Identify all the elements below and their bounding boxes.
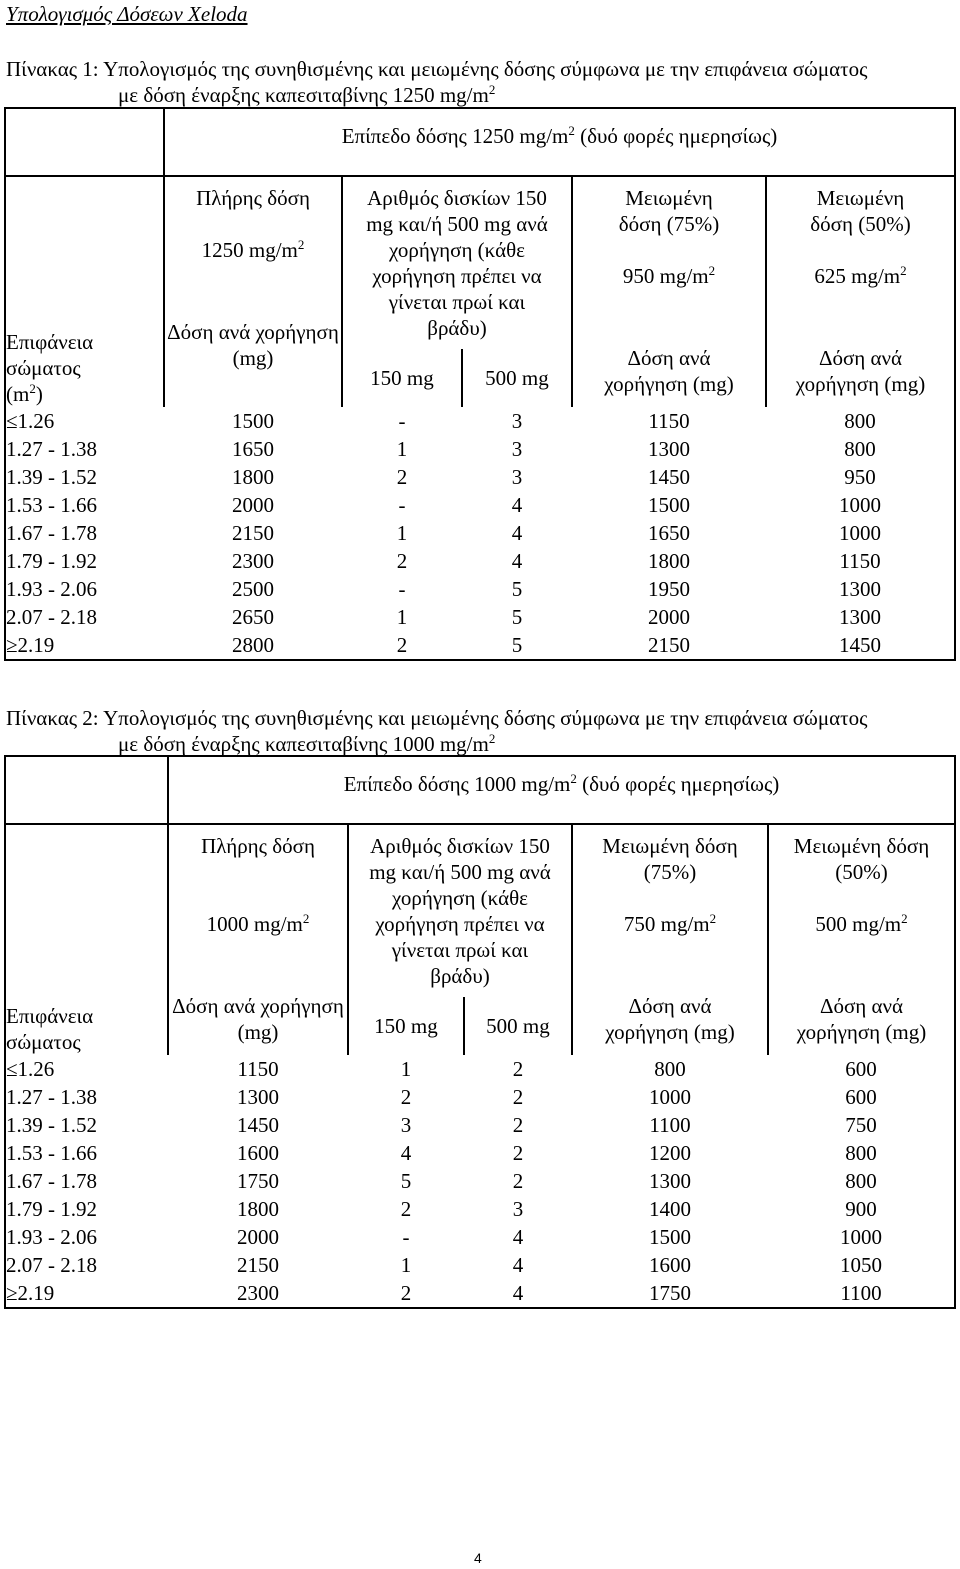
dose-cell: 1000 [649, 1085, 691, 1109]
dose-cell: 1800 [237, 1197, 279, 1221]
dose-cell: 1300 [839, 605, 881, 629]
dose-cell: 4 [511, 549, 523, 573]
dose-cell: 1450 [237, 1113, 279, 1137]
dose-cell: 2000 [648, 605, 690, 629]
dose-cell: 1100 [840, 1281, 882, 1305]
dose-cell: 2300 [232, 549, 274, 573]
dose-cell: 3 [511, 437, 523, 461]
dose-cell: 5 [511, 633, 523, 657]
dose-cell: 2 [512, 1169, 524, 1193]
dose-cell: 1800 [232, 465, 274, 489]
dose-cell: 1450 [648, 465, 690, 489]
dose-cell: 1000 [840, 1225, 882, 1249]
dose-table-2 [4, 755, 956, 1309]
table-row [6, 1111, 954, 1139]
page-number: 4 [474, 1550, 482, 1566]
dose-cell: 2150 [232, 521, 274, 545]
dose-cell: 4 [511, 493, 523, 517]
table-row [6, 1251, 954, 1279]
dose-cell: 2 [396, 549, 408, 573]
table-2-caption-line1: Πίνακας 2: Υπολογισμός της συνηθισμένης και μειωμένης δόσης σύμφωνα με την επιφάνεια σώματος [6, 706, 868, 730]
dose-table-1 [4, 107, 956, 661]
dose-cell: 1500 [232, 409, 274, 433]
dose-cell: - [398, 493, 406, 517]
dose-cell: 4 [512, 1281, 524, 1305]
dose-cell: 4 [512, 1225, 524, 1249]
bsa-range-cell: 1.53 - 1.66 [6, 1141, 97, 1165]
table-2-caption-line2: με δόση έναρξης καπεσιταβίνης 1000 $mg/m^2$ [118, 731, 496, 756]
table-row [6, 491, 954, 519]
dose-cell: 2150 [648, 633, 690, 657]
dose-cell: 1300 [237, 1085, 279, 1109]
bsa-range-cell: 1.27 - 1.38 [6, 1085, 97, 1109]
table-row [6, 575, 954, 603]
table-row [6, 1083, 954, 1111]
dose-cell: 800 [845, 1169, 877, 1193]
table-row [6, 603, 954, 631]
dose-cell: 2500 [232, 577, 274, 601]
dose-cell: 1500 [649, 1225, 691, 1249]
dose-cell: - [402, 1225, 410, 1249]
dose-cell: 2 [396, 465, 408, 489]
tab-500-header: 500 mg [463, 997, 571, 1055]
dose-cell: 3 [512, 1197, 524, 1221]
dose-cell: 1050 [840, 1253, 882, 1277]
reduced-75-header: Μειωμένη δόση (75%) 750 $mg/m^2$ Δόση ανά χορήγηση (mg) [572, 824, 768, 1055]
bsa-range-cell: 1.39 - 1.52 [6, 465, 97, 489]
dose-level-header: Επίπεδο δόσης 1250 $mg/m^2$ (δυό φορές ημερησίως) [164, 109, 954, 176]
tab-150-header: 150 mg [370, 366, 434, 390]
dose-cell: 1150 [648, 409, 690, 433]
dose-cell: 1950 [648, 577, 690, 601]
tab-150-header: 150 mg [374, 1014, 438, 1038]
tablets-header: Αριθμός δισκίων 150 mg και/ή 500 mg ανά χορήγηση (κάθε χορήγηση πρέπει να γίνεται πρωί και βράδυ) 150 mg 500 mg [342, 176, 572, 407]
full-dose-header: Πλήρης δόση 1000 $mg/m^2$ Δόση ανά χορήγηση (mg) [168, 824, 348, 1055]
dose-cell: 2 [400, 1197, 412, 1221]
table-row [6, 1195, 954, 1223]
table-2-caption [6, 705, 867, 757]
dose-cell: 1600 [237, 1141, 279, 1165]
bsa-range-cell: 1.93 - 2.06 [6, 577, 97, 601]
dose-cell: - [398, 409, 406, 433]
dose-cell: 600 [845, 1085, 877, 1109]
dose-cell: 1100 [649, 1113, 691, 1137]
dose-cell: 2 [512, 1085, 524, 1109]
dose-cell: 1 [396, 521, 408, 545]
bsa-range-cell: 2.07 - 2.18 [6, 1253, 97, 1277]
bsa-range-cell: 1.79 - 1.92 [6, 549, 97, 573]
dose-cell: 800 [844, 409, 876, 433]
reduced-50-header: Μειωμένη δόση (50%) 500 $mg/m^2$ Δόση ανά χορήγηση (mg) [768, 824, 954, 1055]
dose-cell: 1 [400, 1253, 412, 1277]
dose-cell: 2 [400, 1085, 412, 1109]
table-row [6, 407, 954, 435]
dose-level-header: Επίπεδο δόσης 1000 $mg/m^2$ (δυό φορές ημερησίως) [168, 757, 954, 824]
dose-cell: 1750 [237, 1169, 279, 1193]
table-row [6, 519, 954, 547]
dose-cell: 600 [845, 1057, 877, 1081]
bsa-range-cell: ≤1.26 [6, 1057, 55, 1081]
table-row [6, 1167, 954, 1195]
dose-cell: 5 [511, 577, 523, 601]
bsa-range-cell: 1.53 - 1.66 [6, 493, 97, 517]
dose-cell: 950 [844, 465, 876, 489]
table-1-caption-line2: με δόση έναρξης καπεσιταβίνης 1250 $mg/m^2$ [118, 82, 496, 107]
dose-cell: 750 [845, 1113, 877, 1137]
dose-cell: 4 [512, 1253, 524, 1277]
dose-cell: 1300 [648, 437, 690, 461]
dose-cell: 1 [396, 437, 408, 461]
dose-cell: 1600 [649, 1253, 691, 1277]
bsa-range-cell: 1.93 - 2.06 [6, 1225, 97, 1249]
table-row [6, 1279, 954, 1307]
bsa-range-cell: 1.67 - 1.78 [6, 521, 97, 545]
dose-cell: 2 [512, 1057, 524, 1081]
dose-cell: 2150 [237, 1253, 279, 1277]
table-row [6, 1055, 954, 1083]
dose-cell: 2 [512, 1113, 524, 1137]
dose-cell: 5 [400, 1169, 412, 1193]
table-row [6, 1139, 954, 1167]
dose-cell: 1450 [839, 633, 881, 657]
dose-cell: 1650 [648, 521, 690, 545]
dose-cell: 900 [845, 1197, 877, 1221]
table-row [6, 1223, 954, 1251]
dose-cell: 3 [400, 1113, 412, 1137]
dose-cell: 2 [396, 633, 408, 657]
table-1-caption-line1: Πίνακας 1: Υπολογισμός της συνηθισμένης και μειωμένης δόσης σύμφωνα με την επιφάνεια σώματος [6, 57, 868, 81]
dose-cell: 1650 [232, 437, 274, 461]
full-dose-header: Πλήρης δόση 1250 $mg/m^2$ Δόση ανά χορήγηση (mg) [164, 176, 342, 407]
dose-cell: 1000 [839, 493, 881, 517]
bsa-header: Επιφάνεια σώματος $(m^2)$ [6, 330, 94, 406]
dose-cell: 800 [845, 1141, 877, 1165]
bsa-range-cell: ≤1.26 [6, 409, 55, 433]
table-row [6, 631, 954, 659]
bsa-range-cell: 1.39 - 1.52 [6, 1113, 97, 1137]
dose-cell: 2300 [237, 1281, 279, 1305]
dose-cell: 800 [654, 1057, 686, 1081]
table-1-caption [6, 56, 867, 108]
dose-cell: 1500 [648, 493, 690, 517]
dose-cell: 1150 [237, 1057, 279, 1081]
bsa-range-cell: ≥2.19 [6, 1281, 55, 1305]
table-row [6, 547, 954, 575]
tablets-header: Αριθμός δισκίων 150 mg και/ή 500 mg ανά χορήγηση (κάθε χορήγηση πρέπει να γίνεται πρωί και βράδυ) 150 mg 500 mg [348, 824, 572, 1055]
dose-cell: 800 [844, 437, 876, 461]
dose-cell: 5 [511, 605, 523, 629]
bsa-header: Επιφάνεια σώματος [6, 1004, 94, 1054]
bsa-range-cell: ≥2.19 [6, 633, 55, 657]
table-row [6, 435, 954, 463]
reduced-50-header: Μειωμένη δόση (50%) 625 $mg/m^2$ Δόση ανά χορήγηση (mg) [766, 176, 954, 407]
dose-cell: 1300 [839, 577, 881, 601]
dose-cell: 4 [400, 1141, 412, 1165]
dose-cell: 2000 [237, 1225, 279, 1249]
reduced-75-header: Μειωμένη δόση (75%) 950 $mg/m^2$ Δόση ανά χορήγηση (mg) [572, 176, 766, 407]
bsa-range-cell: 1.67 - 1.78 [6, 1169, 97, 1193]
bsa-range-cell: 1.79 - 1.92 [6, 1197, 97, 1221]
dose-cell: 3 [511, 409, 523, 433]
dose-cell: 1 [396, 605, 408, 629]
dose-cell: 1150 [839, 549, 881, 573]
dose-cell: 1000 [839, 521, 881, 545]
dose-cell: 1750 [649, 1281, 691, 1305]
bsa-range-cell: 2.07 - 2.18 [6, 605, 97, 629]
dose-cell: 1400 [649, 1197, 691, 1221]
dose-cell: 1200 [649, 1141, 691, 1165]
dose-cell: 2 [512, 1141, 524, 1165]
dose-cell: 2800 [232, 633, 274, 657]
tab-500-header: 500 mg [461, 349, 571, 407]
dose-cell: 2650 [232, 605, 274, 629]
dose-cell: 1 [400, 1057, 412, 1081]
dose-cell: 1300 [649, 1169, 691, 1193]
dose-cell: 2000 [232, 493, 274, 517]
dose-cell: 4 [511, 521, 523, 545]
document-title: Υπολογισμός Δόσεων Xeloda [6, 2, 248, 26]
dose-cell: 1800 [648, 549, 690, 573]
dose-cell: - [398, 577, 406, 601]
dose-cell: 2 [400, 1281, 412, 1305]
bsa-range-cell: 1.27 - 1.38 [6, 437, 97, 461]
dose-cell: 3 [511, 465, 523, 489]
table-row [6, 463, 954, 491]
